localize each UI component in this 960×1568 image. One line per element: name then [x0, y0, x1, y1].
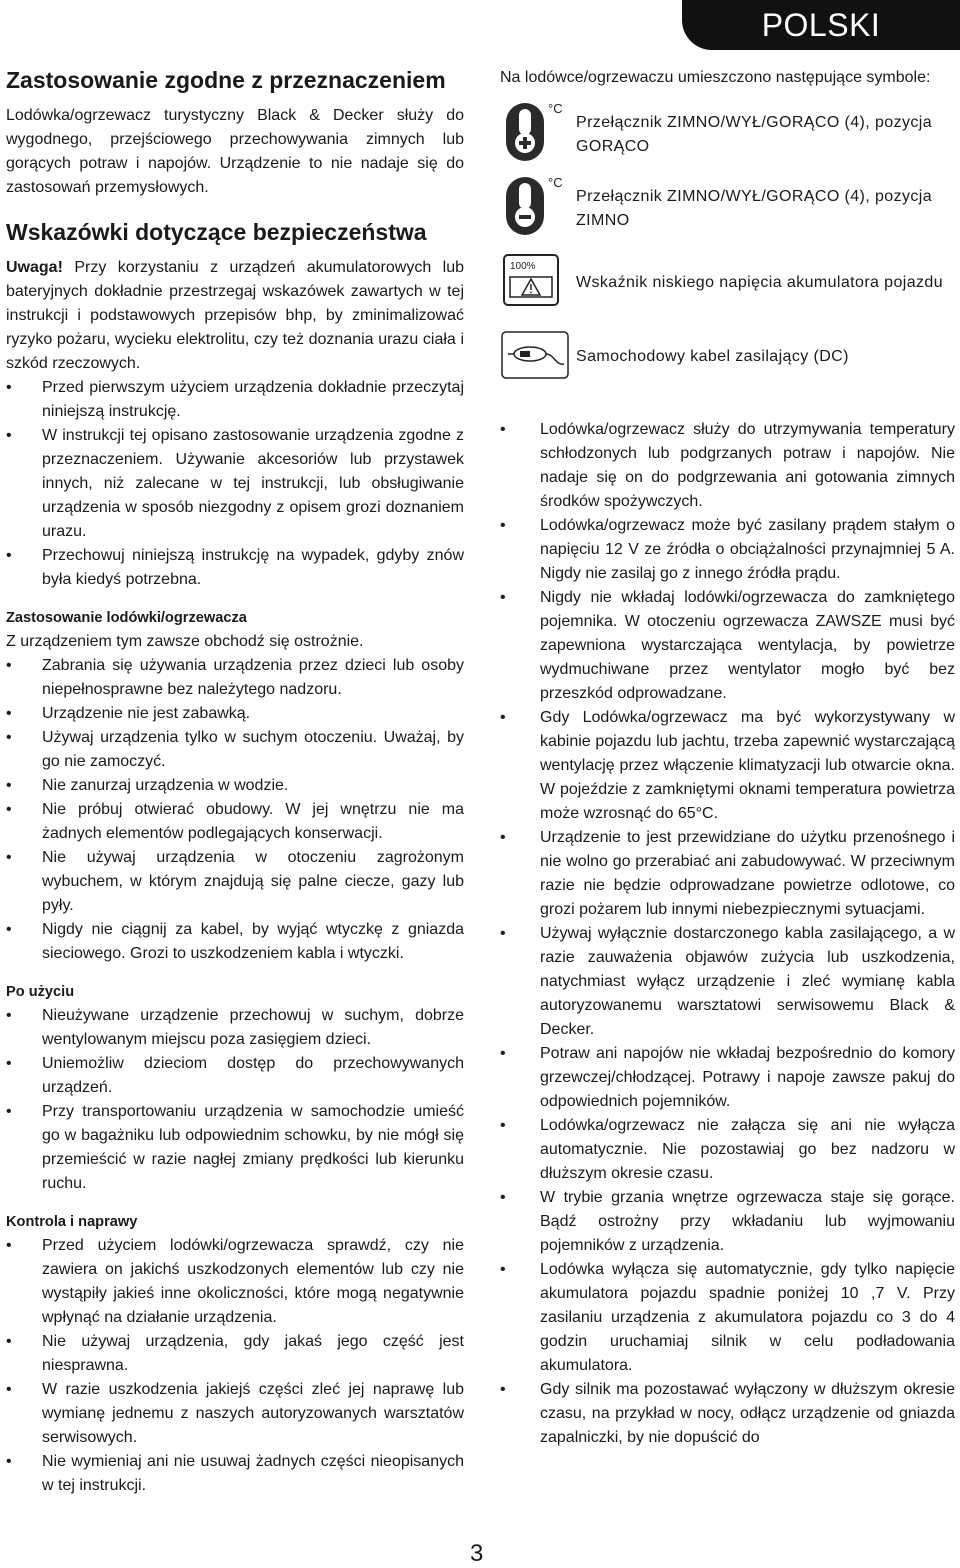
unit-label: °C — [548, 174, 563, 190]
list-item: • Przed pierwszym użyciem urządzenia dokładnie przeczytaj niniejszą instrukcję. — [6, 376, 464, 424]
dc-cable-icon — [500, 330, 576, 385]
after-use-list — [6, 1004, 464, 1196]
usage-notes-list — [500, 418, 955, 1450]
list-item: • Uniemożliw dzieciom dostęp do przechowywanych urządzeń. — [6, 1052, 464, 1100]
list-item: • Nigdy nie ciągnij za kabel, by wyjąć wtyczkę z gniazda sieciowego. Grozi to uszkodzeniem kabla i wtyczki. — [6, 918, 464, 966]
unit-label: °C — [548, 100, 563, 116]
list-item: • Lodówka wyłącza się automatycznie, gdy tylko napięcie akumulatora pojazdu spadnie poniżej 10 ,7 V. Przy zasilaniu urządzenia z akumulatora pojazdu co 3 do 4 godzin uruchamiaj silnik w celu podładowania akumulatora. — [500, 1258, 955, 1378]
list-item: • Nie używaj urządzenia, gdy jakaś jego część jest niesprawna. — [6, 1330, 464, 1378]
warning-label: Uwaga! — [6, 259, 63, 276]
safety-heading: Wskazówki dotyczące bezpieczeństwa — [6, 219, 427, 245]
symbols-intro: Na lodówce/ogrzewaczu umieszczono następujące symbole: — [500, 69, 931, 86]
thermometer-minus-icon — [500, 171, 576, 248]
list-item: • Nie wymieniaj ani nie usuwaj żadnych części nieopisanych w tej instrukcji. — [6, 1450, 464, 1498]
safety-list — [6, 376, 464, 592]
symbol-text: Wskaźnik niskiego napięcia akumulatora pojazdu — [576, 274, 944, 291]
safety-warning — [6, 256, 464, 376]
use-intro: Z urządzeniem tym zawsze obchodź się ostrożnie. — [6, 633, 364, 650]
inspection-list — [6, 1234, 464, 1498]
list-item: • Lodówka/ogrzewacz może być zasilany prądem stałym o napięciu 12 V ze źródła o obciążalności przynajmniej 5 A. Nigdy nie zasilaj go z innego źródła prądu. — [500, 514, 955, 586]
symbol-row-cable — [500, 320, 955, 394]
list-item: • Przed użyciem lodówki/ogrzewacza sprawdź, czy nie zawiera on jakichś uszkodzonych elementów lub czy nie wystąpiły jakieś inne okoliczności, które mogą negatywnie wpłynąć na działanie urządzenia. — [6, 1234, 464, 1330]
symbol-text: Przełącznik ZIMNO/WYŁ/GORĄCO (4), pozycja GORĄCO — [576, 114, 933, 155]
list-item: • Potraw ani napojów nie wkładaj bezpośrednio do komory grzewczej/chłodzącej. Potrawy i napoje zawsze pakuj do odpowiednich pojemników. — [500, 1042, 955, 1114]
intended-use-text: Lodówka/ogrzewacz turystyczny Black & Decker służy do wygodnego, przejściowego przechowywania zimnych lub gorących potraw i napojów. Urządzenie to nie nadaje się do zastosowań przemysłowych. — [6, 107, 464, 196]
list-item: • W trybie grzania wnętrze ogrzewacza staje się gorące. Bądź ostrożny przy wkładaniu lub wyjmowaniu pojemników z urządzenia. — [500, 1186, 955, 1258]
intended-use-heading: Zastosowanie zgodne z przeznaczeniem — [6, 67, 446, 93]
list-item: • Nieużywane urządzenie przechowuj w suchym, dobrze wentylowanym miejscu poza zasięgiem dzieci. — [6, 1004, 464, 1052]
battery-percent-label: 100% — [510, 260, 536, 272]
left-column — [6, 66, 464, 1498]
symbol-row-cold — [500, 172, 955, 246]
list-item: • Używaj wyłącznie dostarczonego kabla zasilającego, a w razie zauważenia objawów zużycia lub uszkodzenia, natychmiast wyłącz urządzenie i zleć wymianę kabla autoryzowanemu warsztatowi serwisowemu Black & Decker. — [500, 922, 955, 1042]
list-item: • Nie używaj urządzenia w otoczeniu zagrożonym wybuchem, w którym znajdują się palne ciecze, gazy lub pyły. — [6, 846, 464, 918]
page-number: 3 — [470, 1540, 484, 1567]
symbol-text: Samochodowy kabel zasilający (DC) — [576, 348, 849, 365]
list-item: • Nie próbuj otwierać obudowy. W jej wnętrzu nie ma żadnych elementów podlegających konserwacji. — [6, 798, 464, 846]
list-item: • W razie uszkodzenia jakiejś części zleć jej naprawę lub wymianę jednemu z naszych autoryzowanych warsztatów serwisowych. — [6, 1378, 464, 1450]
list-item: • W instrukcji tej opisano zastosowanie urządzenia zgodne z przeznaczeniem. Używanie akcesoriów lub przystawek innych, niż zalecane w tej instrukcji, lub obsługiwanie urządzenia w sposób niezgodny z opisem grozi doznaniem urazu. — [6, 424, 464, 544]
after-use-heading: Po użyciu — [6, 984, 75, 1000]
thermometer-plus-icon — [500, 97, 576, 174]
warning-text: Przy korzystaniu z urządzeń akumulatorowych lub bateryjnych dokładnie przestrzegaj wskazówek zawartych w tej instrukcji i podstawowych przepisów bhp, by zminimalizować ryzyko pożaru, wycieku elektrolitu, czy też doznania urazu ciała i szkód rzeczowych. — [6, 259, 464, 372]
symbol-row-hot — [500, 98, 955, 172]
list-item: • Urządzenie to jest przewidziane do użytku przenośnego i nie wolno go przerabiać ani zabudowywać. W przeciwnym razie nie będzie odprowadzane powietrze odlotowe, co grozi pożarem lub innymi niebezpiecznymi sytuacjami. — [500, 826, 955, 922]
language-tab: POLSKI — [682, 0, 960, 50]
right-column — [500, 66, 955, 1450]
list-item: • Gdy Lodówka/ogrzewacz ma być wykorzystywany w kabinie pojazdu lub jachtu, trzeba zapewnić wystarczającą wentylację przez włączenie klimatyzacji lub otwarcie okna. W pojeździe z zamkniętymi oknami temperatura powietrza może wzrosnąć do 65°C. — [500, 706, 955, 826]
symbol-text: Przełącznik ZIMNO/WYŁ/GORĄCO (4), pozycja ZIMNO — [576, 188, 933, 229]
symbol-row-battery — [500, 246, 955, 320]
use-list — [6, 654, 464, 966]
list-item: • Lodówka/ogrzewacz nie załącza się ani nie wyłącza automatycznie. Nie pozostawiaj go bez nadzoru w dłuższym okresie czasu. — [500, 1114, 955, 1186]
list-item: • Przechowuj niniejszą instrukcję na wypadek, gdyby znów była kiedyś potrzebna. — [6, 544, 464, 592]
list-item: • Przy transportowaniu urządzenia w samochodzie umieść go w bagażniku lub odpowiednim schowku, by nie mógł się przemieścić w razie nagłej zmiany prędkości lub kierunku ruchu. — [6, 1100, 464, 1196]
list-item: • Gdy silnik ma pozostawać wyłączony w dłuższym okresie czasu, na przykład w nocy, odłącz urządzenie od gniazda zapalniczki, by nie dopuścić do — [500, 1378, 955, 1450]
list-item: • Nigdy nie wkładaj lodówki/ogrzewacza do zamkniętego pojemnika. W otoczeniu ogrzewacza ZAWSZE musi być zapewniona wystarczająca wentylacja, by powietrze wydmuchiwane przez wentylator mogło być bez przeszkód odprowadzane. — [500, 586, 955, 706]
list-item: • Nie zanurzaj urządzenia w wodzie. — [6, 774, 464, 798]
battery-warning-icon — [500, 251, 576, 316]
list-item: • Urządzenie nie jest zabawką. — [6, 702, 464, 726]
use-heading: Zastosowanie lodówki/ogrzewacza — [6, 610, 247, 626]
list-item: • Lodówka/ogrzewacz służy do utrzymywania temperatury schłodzonych lub podgrzanych potraw i napojów. Nie nadaje się on do podgrzewania ani gotowania zimnych środków spożywczych. — [500, 418, 955, 514]
list-item: • Używaj urządzenia tylko w suchym otoczeniu. Uważaj, by go nie zamoczyć. — [6, 726, 464, 774]
list-item: • Zabrania się używania urządzenia przez dzieci lub osoby niepełnosprawne bez należytego nadzoru. — [6, 654, 464, 702]
inspection-heading: Kontrola i naprawy — [6, 1214, 138, 1230]
